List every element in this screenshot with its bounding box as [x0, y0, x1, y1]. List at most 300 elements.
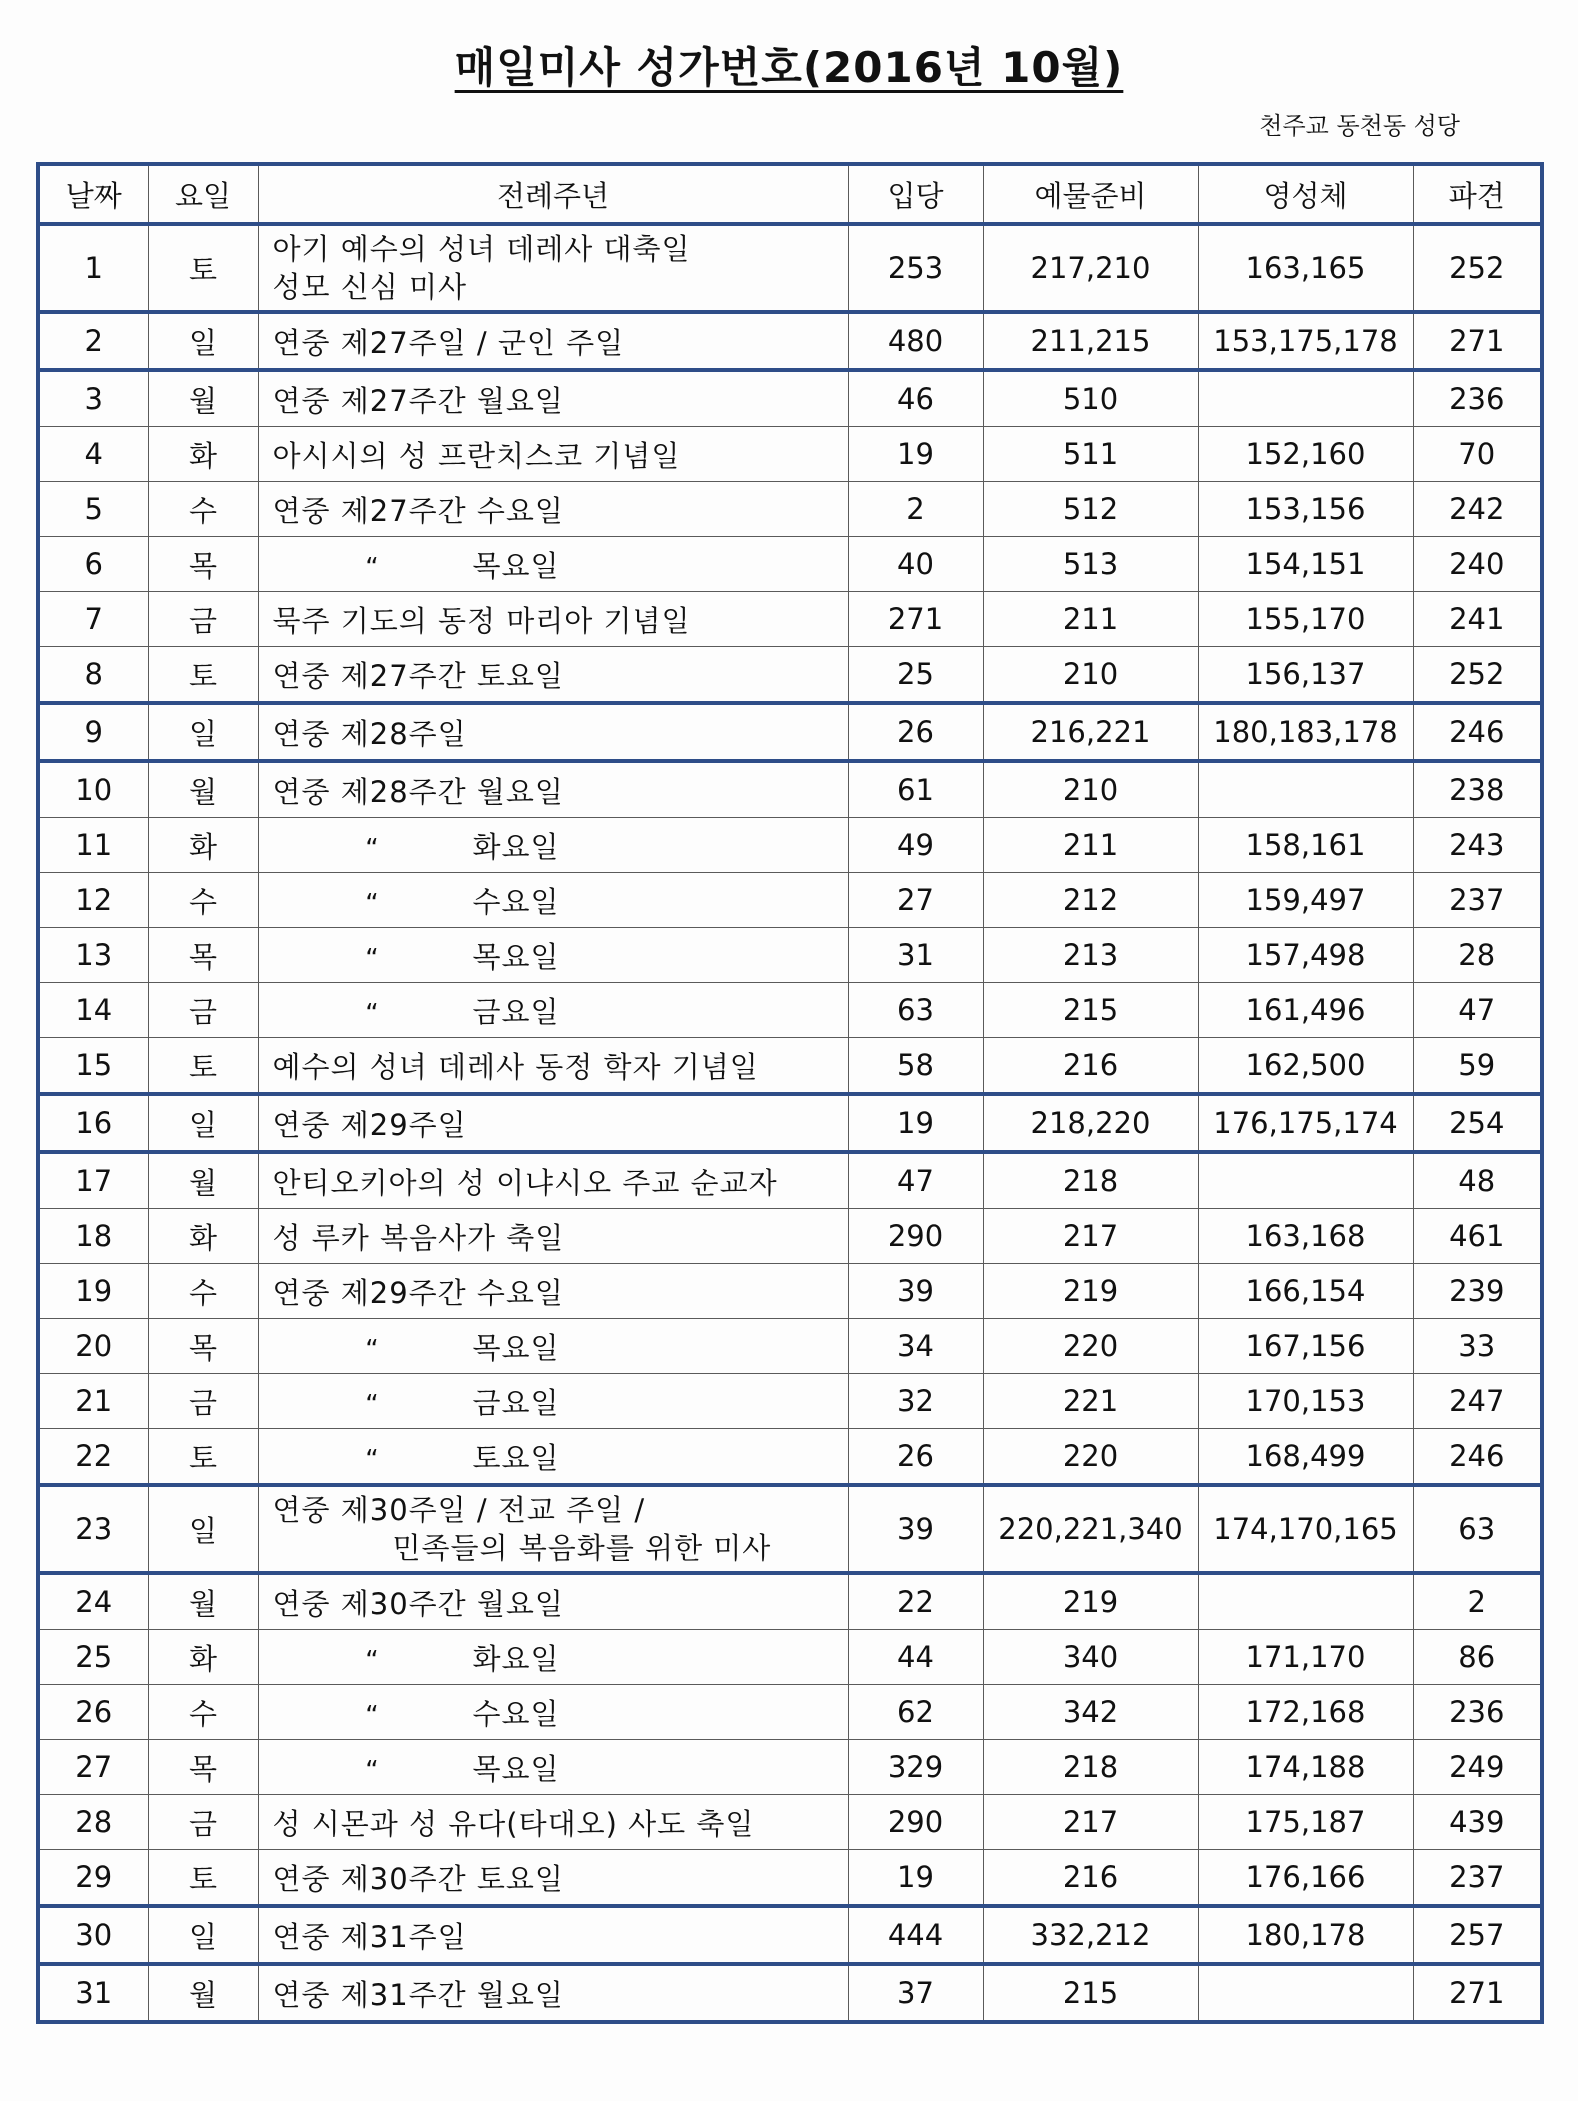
date-cell: 29: [38, 1850, 148, 1907]
feast-cell: [258, 1429, 848, 1486]
recessional-hymn-cell: 241: [1413, 592, 1542, 647]
offertory-hymn-cell: 221: [983, 1374, 1198, 1429]
feast-text: 연중 제29주간 수요일: [272, 1275, 564, 1310]
entrance-hymn-cell: 37: [848, 1964, 983, 2022]
day-cell: 금: [148, 1374, 258, 1429]
recessional-hymn-cell: 47: [1413, 983, 1542, 1038]
ditto-mark: “: [365, 1755, 380, 1786]
header-entrance: 입당: [848, 164, 983, 224]
communion-hymn-cell: 166,154: [1198, 1264, 1413, 1319]
feast-text: 아기 예수의 성녀 데레사 대축일: [272, 232, 691, 266]
feast-text: 성 시몬과 성 유다(타대오) 사도 축일: [272, 1806, 755, 1841]
date-cell: 25: [38, 1630, 148, 1685]
date-cell: 26: [38, 1685, 148, 1740]
feast-cell: [258, 1573, 848, 1630]
feast-text: 연중 제31주일: [272, 1919, 467, 1954]
feast-cell: [258, 427, 848, 482]
offertory-hymn-cell: 342: [983, 1685, 1198, 1740]
feast-text: 화요일: [472, 829, 560, 864]
feast-cell: [258, 1795, 848, 1850]
recessional-hymn-cell: 2: [1413, 1573, 1542, 1630]
feast-text: 연중 제30주일 / 전교 주일 /: [272, 1493, 646, 1527]
recessional-hymn-cell: 252: [1413, 224, 1542, 312]
feast-text: 금요일: [472, 1385, 560, 1420]
date-cell: 4: [38, 427, 148, 482]
offertory-hymn-cell: 340: [983, 1630, 1198, 1685]
day-cell: 토: [148, 1429, 258, 1486]
recessional-hymn-cell: 236: [1413, 1685, 1542, 1740]
communion-hymn-cell: 163,168: [1198, 1209, 1413, 1264]
feast-text-line2: 민족들의 복음화를 위한 미사: [392, 1531, 772, 1565]
date-cell: 18: [38, 1209, 148, 1264]
table-row: [38, 761, 1542, 818]
feast-text: 아시시의 성 프란치스코 기념일: [272, 438, 681, 473]
date-cell: 1: [38, 224, 148, 312]
feast-cell: [258, 224, 848, 312]
feast-text: 연중 제27주간 토요일: [272, 658, 564, 693]
entrance-hymn-cell: 19: [848, 427, 983, 482]
day-cell: 목: [148, 1740, 258, 1795]
communion-hymn-cell: 152,160: [1198, 427, 1413, 482]
offertory-hymn-cell: 220,221,340: [983, 1485, 1198, 1573]
communion-hymn-cell: 176,175,174: [1198, 1094, 1413, 1152]
recessional-hymn-cell: 237: [1413, 873, 1542, 928]
offertory-hymn-cell: 216,221: [983, 703, 1198, 761]
entrance-hymn-cell: 39: [848, 1264, 983, 1319]
feast-cell: [258, 1374, 848, 1429]
day-cell: 금: [148, 592, 258, 647]
feast-cell: [258, 928, 848, 983]
entrance-hymn-cell: 26: [848, 703, 983, 761]
table-row: [38, 537, 1542, 592]
entrance-hymn-cell: 25: [848, 647, 983, 704]
date-cell: 6: [38, 537, 148, 592]
communion-hymn-cell: 180,178: [1198, 1906, 1413, 1964]
offertory-hymn-cell: 212: [983, 873, 1198, 928]
offertory-hymn-cell: 215: [983, 983, 1198, 1038]
date-cell: 28: [38, 1795, 148, 1850]
entrance-hymn-cell: 32: [848, 1374, 983, 1429]
feast-text: 연중 제29주일: [272, 1107, 467, 1142]
table-row: [38, 1319, 1542, 1374]
feast-text: 예수의 성녀 데레사 동정 학자 기념일: [272, 1049, 759, 1084]
entrance-hymn-cell: 444: [848, 1906, 983, 1964]
header-row: [38, 164, 1542, 224]
entrance-hymn-cell: 26: [848, 1429, 983, 1486]
date-cell: 21: [38, 1374, 148, 1429]
entrance-hymn-cell: 40: [848, 537, 983, 592]
entrance-hymn-cell: 290: [848, 1209, 983, 1264]
recessional-hymn-cell: 28: [1413, 928, 1542, 983]
recessional-hymn-cell: 461: [1413, 1209, 1542, 1264]
date-cell: 11: [38, 818, 148, 873]
parish-name: 천주교 동천동 성당: [1259, 112, 1460, 140]
feast-cell: [258, 537, 848, 592]
table-row: [38, 703, 1542, 761]
communion-hymn-cell: 155,170: [1198, 592, 1413, 647]
recessional-hymn-cell: 243: [1413, 818, 1542, 873]
feast-text: 토요일: [472, 1440, 560, 1475]
table-row: [38, 1152, 1542, 1209]
feast-cell: [258, 703, 848, 761]
table-row: [38, 1630, 1542, 1685]
entrance-hymn-cell: 46: [848, 370, 983, 427]
day-cell: 목: [148, 928, 258, 983]
communion-hymn-cell: [1198, 1573, 1413, 1630]
ditto-mark: “: [365, 1334, 380, 1365]
feast-text: 연중 제31주간 월요일: [272, 1977, 564, 2012]
entrance-hymn-cell: 34: [848, 1319, 983, 1374]
day-cell: 화: [148, 1209, 258, 1264]
communion-hymn-cell: 153,156: [1198, 482, 1413, 537]
communion-hymn-cell: 175,187: [1198, 1795, 1413, 1850]
header-date: 날짜: [38, 164, 148, 224]
date-cell: 12: [38, 873, 148, 928]
date-cell: 20: [38, 1319, 148, 1374]
entrance-hymn-cell: 22: [848, 1573, 983, 1630]
offertory-hymn-cell: 217: [983, 1795, 1198, 1850]
feast-cell: [258, 370, 848, 427]
communion-hymn-cell: 180,183,178: [1198, 703, 1413, 761]
table-row: [38, 1264, 1542, 1319]
day-cell: 화: [148, 427, 258, 482]
recessional-hymn-cell: 70: [1413, 427, 1542, 482]
entrance-hymn-cell: 329: [848, 1740, 983, 1795]
entrance-hymn-cell: 49: [848, 818, 983, 873]
header-offertory: 예물준비: [983, 164, 1198, 224]
feast-text: 목요일: [472, 548, 560, 583]
entrance-hymn-cell: 58: [848, 1038, 983, 1095]
table-row: [38, 1685, 1542, 1740]
header-feast: 전례주년: [258, 164, 848, 224]
offertory-hymn-cell: 216: [983, 1038, 1198, 1095]
day-cell: 일: [148, 703, 258, 761]
day-cell: 토: [148, 224, 258, 312]
offertory-hymn-cell: 213: [983, 928, 1198, 983]
table-row: [38, 983, 1542, 1038]
recessional-hymn-cell: 249: [1413, 1740, 1542, 1795]
recessional-hymn-cell: 237: [1413, 1850, 1542, 1907]
table-row: [38, 224, 1542, 312]
table-row: [38, 1964, 1542, 2022]
table-row: [38, 1429, 1542, 1486]
communion-hymn-cell: 168,499: [1198, 1429, 1413, 1486]
ditto-mark: “: [365, 943, 380, 974]
feast-text: 연중 제27주간 수요일: [272, 493, 564, 528]
offertory-hymn-cell: 219: [983, 1264, 1198, 1319]
feast-cell: [258, 1152, 848, 1209]
table-row: [38, 647, 1542, 704]
date-cell: 9: [38, 703, 148, 761]
feast-text: 성 루카 복음사가 축일: [272, 1220, 565, 1255]
table-row: [38, 482, 1542, 537]
feast-text: 연중 제28주간 월요일: [272, 774, 564, 809]
feast-text: 목요일: [472, 1330, 560, 1365]
offertory-hymn-cell: 211: [983, 592, 1198, 647]
feast-cell: [258, 647, 848, 704]
recessional-hymn-cell: 48: [1413, 1152, 1542, 1209]
day-cell: 수: [148, 482, 258, 537]
communion-hymn-cell: 171,170: [1198, 1630, 1413, 1685]
date-cell: 16: [38, 1094, 148, 1152]
date-cell: 2: [38, 312, 148, 370]
day-cell: 수: [148, 1685, 258, 1740]
feast-cell: [258, 1264, 848, 1319]
recessional-hymn-cell: 246: [1413, 1429, 1542, 1486]
date-cell: 17: [38, 1152, 148, 1209]
ditto-mark: “: [365, 552, 380, 583]
communion-hymn-cell: 172,168: [1198, 1685, 1413, 1740]
feast-text: 목요일: [472, 939, 560, 974]
ditto-mark: “: [365, 1389, 380, 1420]
feast-text: 수요일: [472, 884, 560, 919]
offertory-hymn-cell: 217: [983, 1209, 1198, 1264]
day-cell: 화: [148, 1630, 258, 1685]
table-row: [38, 1038, 1542, 1095]
feast-cell: [258, 983, 848, 1038]
entrance-hymn-cell: 62: [848, 1685, 983, 1740]
communion-hymn-cell: 170,153: [1198, 1374, 1413, 1429]
communion-hymn-cell: 162,500: [1198, 1038, 1413, 1095]
table-row: [38, 427, 1542, 482]
offertory-hymn-cell: 211: [983, 818, 1198, 873]
offertory-hymn-cell: 218,220: [983, 1094, 1198, 1152]
day-cell: 일: [148, 1906, 258, 1964]
feast-text: 목요일: [472, 1751, 560, 1786]
ditto-mark: “: [365, 1700, 380, 1731]
table-row: [38, 1374, 1542, 1429]
day-cell: 일: [148, 312, 258, 370]
entrance-hymn-cell: 61: [848, 761, 983, 818]
entrance-hymn-cell: 253: [848, 224, 983, 312]
offertory-hymn-cell: 216: [983, 1850, 1198, 1907]
table-row: [38, 873, 1542, 928]
entrance-hymn-cell: 19: [848, 1094, 983, 1152]
ditto-mark: “: [365, 888, 380, 919]
offertory-hymn-cell: 218: [983, 1152, 1198, 1209]
communion-hymn-cell: 156,137: [1198, 647, 1413, 704]
day-cell: 월: [148, 1152, 258, 1209]
recessional-hymn-cell: 236: [1413, 370, 1542, 427]
table-row: [38, 928, 1542, 983]
recessional-hymn-cell: 242: [1413, 482, 1542, 537]
recessional-hymn-cell: 252: [1413, 647, 1542, 704]
recessional-hymn-cell: 33: [1413, 1319, 1542, 1374]
communion-hymn-cell: 176,166: [1198, 1850, 1413, 1907]
feast-cell: [258, 482, 848, 537]
feast-cell: [258, 1209, 848, 1264]
communion-hymn-cell: [1198, 370, 1413, 427]
feast-text: 안티오키아의 성 이냐시오 주교 순교자: [272, 1165, 778, 1200]
date-cell: 13: [38, 928, 148, 983]
day-cell: 금: [148, 983, 258, 1038]
day-cell: 월: [148, 1964, 258, 2022]
offertory-hymn-cell: 510: [983, 370, 1198, 427]
page-title-text: 매일미사 성가번호(2016년 10월): [454, 43, 1124, 92]
table-row: [38, 1573, 1542, 1630]
day-cell: 수: [148, 873, 258, 928]
entrance-hymn-cell: 19: [848, 1850, 983, 1907]
feast-text: 연중 제27주일 / 군인 주일: [272, 325, 625, 360]
communion-hymn-cell: 153,175,178: [1198, 312, 1413, 370]
table-row: [38, 370, 1542, 427]
communion-hymn-cell: 174,188: [1198, 1740, 1413, 1795]
date-cell: 31: [38, 1964, 148, 2022]
table-row: [38, 818, 1542, 873]
table-row: [38, 1209, 1542, 1264]
recessional-hymn-cell: 240: [1413, 537, 1542, 592]
page-title: [0, 40, 1578, 96]
recessional-hymn-cell: 271: [1413, 312, 1542, 370]
recessional-hymn-cell: 239: [1413, 1264, 1542, 1319]
feast-text: 연중 제30주간 토요일: [272, 1861, 564, 1896]
day-cell: 일: [148, 1094, 258, 1152]
date-cell: 24: [38, 1573, 148, 1630]
ditto-mark: “: [365, 1645, 380, 1676]
feast-cell: [258, 1630, 848, 1685]
communion-hymn-cell: 157,498: [1198, 928, 1413, 983]
feast-cell: [258, 1038, 848, 1095]
ditto-mark: “: [365, 1444, 380, 1475]
offertory-hymn-cell: 210: [983, 647, 1198, 704]
recessional-hymn-cell: 59: [1413, 1038, 1542, 1095]
recessional-hymn-cell: 439: [1413, 1795, 1542, 1850]
day-cell: 금: [148, 1795, 258, 1850]
feast-text: 화요일: [472, 1641, 560, 1676]
offertory-hymn-cell: 218: [983, 1740, 1198, 1795]
offertory-hymn-cell: 220: [983, 1429, 1198, 1486]
table-row: [38, 1795, 1542, 1850]
recessional-hymn-cell: 86: [1413, 1630, 1542, 1685]
day-cell: 화: [148, 818, 258, 873]
hymn-table: [36, 162, 1544, 2024]
entrance-hymn-cell: 271: [848, 592, 983, 647]
feast-text: 금요일: [472, 994, 560, 1029]
offertory-hymn-cell: 217,210: [983, 224, 1198, 312]
entrance-hymn-cell: 290: [848, 1795, 983, 1850]
header-communion: 영성체: [1198, 164, 1413, 224]
recessional-hymn-cell: 246: [1413, 703, 1542, 761]
feast-cell: [258, 1964, 848, 2022]
table-row: [38, 1094, 1542, 1152]
offertory-hymn-cell: 215: [983, 1964, 1198, 2022]
date-cell: 7: [38, 592, 148, 647]
entrance-hymn-cell: 27: [848, 873, 983, 928]
feast-text: 연중 제27주간 월요일: [272, 383, 564, 418]
communion-hymn-cell: [1198, 1964, 1413, 2022]
feast-cell: [258, 1485, 848, 1573]
feast-text: 연중 제28주일: [272, 716, 467, 751]
feast-cell: [258, 592, 848, 647]
day-cell: 수: [148, 1264, 258, 1319]
feast-text-line2: 성모 신심 미사: [272, 270, 468, 304]
offertory-hymn-cell: 513: [983, 537, 1198, 592]
feast-cell: [258, 873, 848, 928]
table-row: [38, 1906, 1542, 1964]
day-cell: 토: [148, 1038, 258, 1095]
date-cell: 30: [38, 1906, 148, 1964]
header-day: 요일: [148, 164, 258, 224]
feast-cell: [258, 1685, 848, 1740]
day-cell: 월: [148, 1573, 258, 1630]
feast-cell: [258, 1740, 848, 1795]
feast-cell: [258, 312, 848, 370]
entrance-hymn-cell: 2: [848, 482, 983, 537]
date-cell: 5: [38, 482, 148, 537]
recessional-hymn-cell: 254: [1413, 1094, 1542, 1152]
ditto-mark: “: [365, 833, 380, 864]
offertory-hymn-cell: 219: [983, 1573, 1198, 1630]
date-cell: 14: [38, 983, 148, 1038]
communion-hymn-cell: 159,497: [1198, 873, 1413, 928]
entrance-hymn-cell: 31: [848, 928, 983, 983]
feast-cell: [258, 1906, 848, 1964]
feast-cell: [258, 1094, 848, 1152]
feast-text: 묵주 기도의 동정 마리아 기념일: [272, 603, 691, 638]
entrance-hymn-cell: 47: [848, 1152, 983, 1209]
day-cell: 월: [148, 370, 258, 427]
day-cell: 목: [148, 1319, 258, 1374]
recessional-hymn-cell: 238: [1413, 761, 1542, 818]
feast-cell: [258, 818, 848, 873]
communion-hymn-cell: [1198, 761, 1413, 818]
date-cell: 10: [38, 761, 148, 818]
table-row: [38, 1740, 1542, 1795]
day-cell: 토: [148, 1850, 258, 1907]
entrance-hymn-cell: 44: [848, 1630, 983, 1685]
communion-hymn-cell: 167,156: [1198, 1319, 1413, 1374]
date-cell: 19: [38, 1264, 148, 1319]
recessional-hymn-cell: 247: [1413, 1374, 1542, 1429]
communion-hymn-cell: [1198, 1152, 1413, 1209]
offertory-hymn-cell: 332,212: [983, 1906, 1198, 1964]
feast-cell: [258, 1319, 848, 1374]
day-cell: 일: [148, 1485, 258, 1573]
offertory-hymn-cell: 511: [983, 427, 1198, 482]
day-cell: 토: [148, 647, 258, 704]
day-cell: 월: [148, 761, 258, 818]
communion-hymn-cell: 163,165: [1198, 224, 1413, 312]
date-cell: 23: [38, 1485, 148, 1573]
offertory-hymn-cell: 211,215: [983, 312, 1198, 370]
ditto-mark: “: [365, 998, 380, 1029]
table-row: [38, 1485, 1542, 1573]
table-body: [38, 224, 1542, 2022]
offertory-hymn-cell: 220: [983, 1319, 1198, 1374]
date-cell: 22: [38, 1429, 148, 1486]
day-cell: 목: [148, 537, 258, 592]
feast-text: 수요일: [472, 1696, 560, 1731]
offertory-hymn-cell: 210: [983, 761, 1198, 818]
recessional-hymn-cell: 257: [1413, 1906, 1542, 1964]
date-cell: 8: [38, 647, 148, 704]
entrance-hymn-cell: 39: [848, 1485, 983, 1573]
communion-hymn-cell: 158,161: [1198, 818, 1413, 873]
communion-hymn-cell: 161,496: [1198, 983, 1413, 1038]
table-row: [38, 1850, 1542, 1907]
feast-text: 연중 제30주간 월요일: [272, 1586, 564, 1621]
header-recessional: 파견: [1413, 164, 1542, 224]
communion-hymn-cell: 154,151: [1198, 537, 1413, 592]
recessional-hymn-cell: 271: [1413, 1964, 1542, 2022]
table-row: [38, 312, 1542, 370]
entrance-hymn-cell: 480: [848, 312, 983, 370]
feast-cell: [258, 761, 848, 818]
table-row: [38, 592, 1542, 647]
recessional-hymn-cell: 63: [1413, 1485, 1542, 1573]
date-cell: 27: [38, 1740, 148, 1795]
communion-hymn-cell: 174,170,165: [1198, 1485, 1413, 1573]
